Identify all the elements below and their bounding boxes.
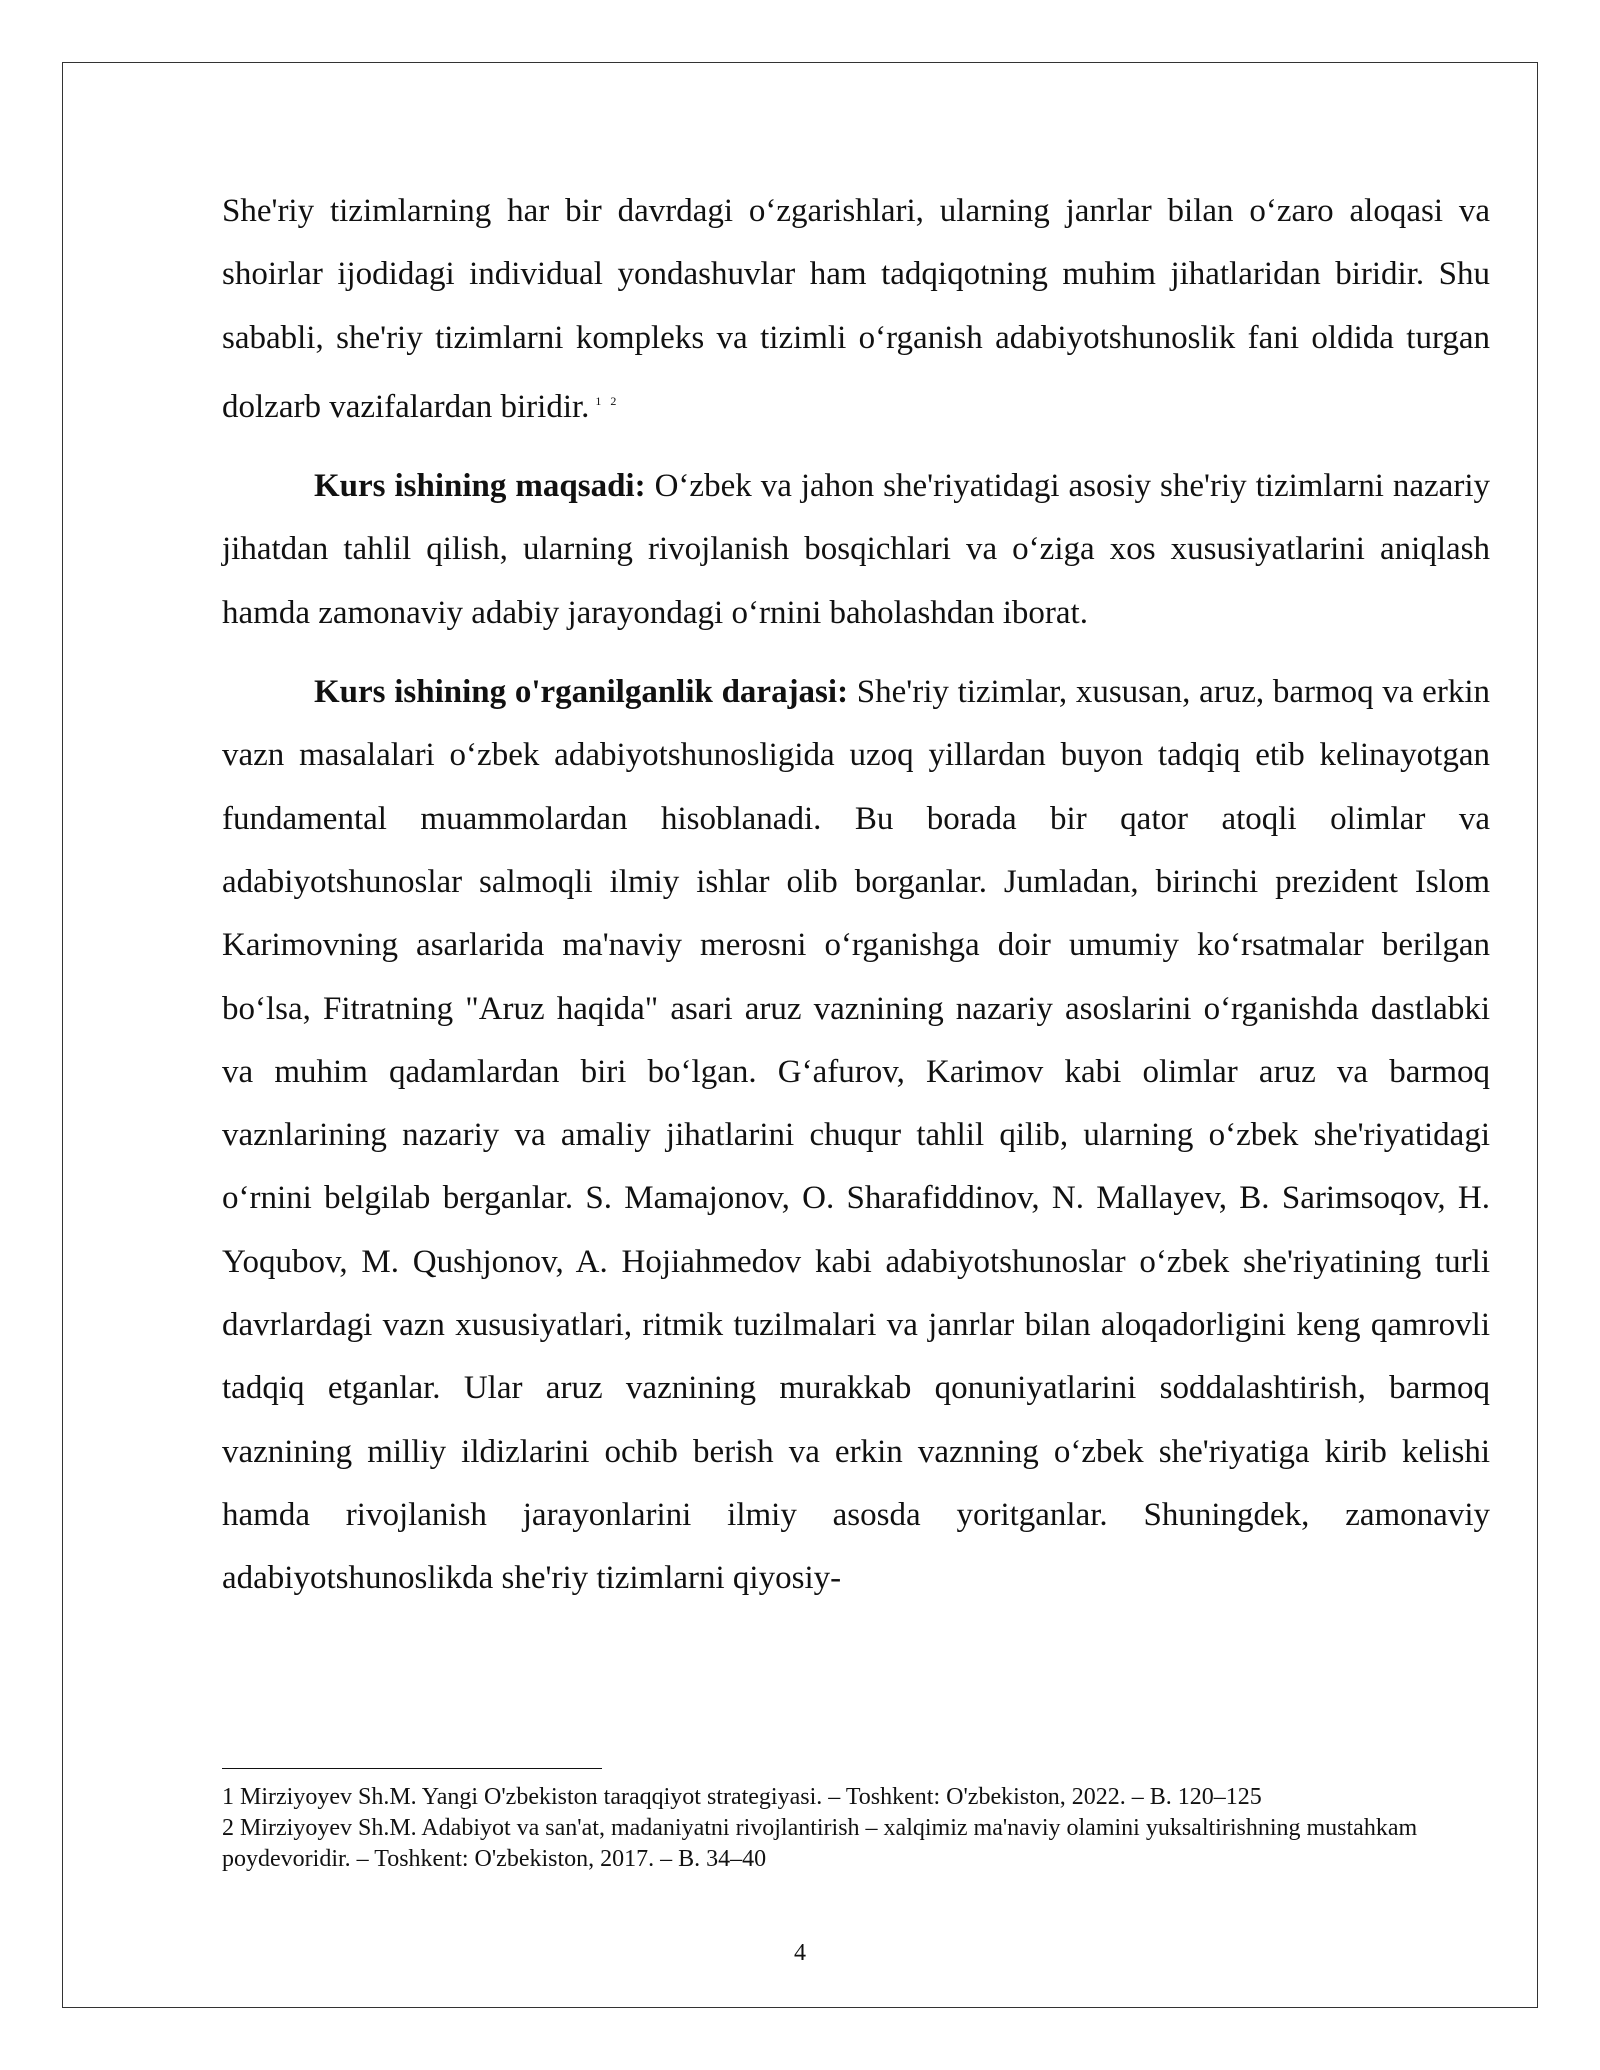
footnote-reference-marks: 1 2 bbox=[595, 393, 620, 408]
footnote-2: 2 Mirziyoyev Sh.M. Adabiyot va san'at, madaniyatni rivojlantirish – xalqimiz ma'naviy olamini yuksaltirishning mustahkam poydevoridir. – Toshkent: O'zbekiston, 2017. – B. 34–40 bbox=[222, 1815, 1418, 1872]
paragraph-study-level-text: She'riy tizimlar, xususan, aruz, barmoq va erkin vazn masalalari o‘zbek adabiyotshunosligida uzoq yillardan buyon tadqiq etib kelinayotgan fundamental muammolardan hisoblanadi. Bu borada bir qator atoqli olimlar va adabiyotshunoslar salmoqli ilmiy ishlar olib borganlar. Jumladan, birinchi prezident Islom Karimovning asarlarida ma'naviy merosni o‘rganishga doir umumiy ko‘rsatmalar berilgan bo‘lsa, Fitratning "Aruz haqida" asari aruz vaznining nazariy asoslarini o‘rganishda dastlabki va muhim qadamlardan biri bo‘lgan. G‘afurov, Karimov kabi olimlar aruz va barmoq vaznlarining nazariy va amaliy jihatlarini chuqur tahlil qilib, ularning o‘zbek she'riyatidagi o‘rnini belgilab berganlar. S. Mamajonov, O. Sharafiddinov, N. Mallayev, B. Sarimsoqov, H. Yoqubov, M. Qushjonov, A. Hojiahmedov kabi adabiyotshunoslar o‘zbek she'riyatining turli davrlardagi vazn xususiyatlari, ritmik tuzilmalari va janrlar bilan aloqadorligini keng qamrovli tadqiq etganlar. Ular aruz vaznining murakkab qonuniyatlarini soddalashtirish, barmoq vaznining milliy ildizlarini ochib berish va erkin vaznning o‘zbek she'riyatiga kirib kelishi hamda rivojlanish jarayonlarini ilmiy asosda yoritganlar. Shuningdek, zamonaviy adabiyotshunoslikda she'riy tizimlarni qiyosiy- bbox=[222, 674, 1490, 1597]
paragraph-intro-text: She'riy tizimlarning har bir davrdagi o‘zgarishlari, ularning janrlar bilan o‘zaro aloqasi va shoirlar ijodidagi individual yondashuvlar ham tadqiqotning muhim jihatlaridan biridir. Shu sababli, she'riy tizimlarni kompleks va tizimli o‘rganish adabiyotshunoslik fani oldida turgan dolzarb vazifalardan biridir. bbox=[222, 193, 1490, 425]
paragraph-goal bbox=[222, 455, 1490, 645]
footnote-1: 1 Mirziyoyev Sh.M. Yangi O'zbekiston taraqqiyot strategiyasi. – Toshkent: O'zbekiston, 2022. – B. 120–125 bbox=[222, 1784, 1262, 1810]
paragraph-goal-text: O‘zbek va jahon she'riyatidagi asosiy she'riy tizimlarni nazariy jihatdan tahlil qilish, ularning rivojlanish bosqichlari va o‘ziga xos xususiyatlarini aniqlash hamda zamonaviy adabiy jarayondagi o‘rnini baholashdan iborat. bbox=[222, 468, 1490, 631]
paragraph-intro bbox=[222, 180, 1490, 439]
footnotes bbox=[222, 1782, 1502, 1875]
footnote-separator bbox=[222, 1768, 602, 1769]
paragraph-goal-heading: Kurs ishining maqsadi: bbox=[314, 468, 646, 505]
page-number: 4 bbox=[794, 1940, 806, 1966]
document-body bbox=[222, 180, 1490, 1627]
paragraph-study-level-heading: Kurs ishining o'rganilganlik darajasi: bbox=[314, 674, 849, 711]
paragraph-study-level bbox=[222, 661, 1490, 1610]
